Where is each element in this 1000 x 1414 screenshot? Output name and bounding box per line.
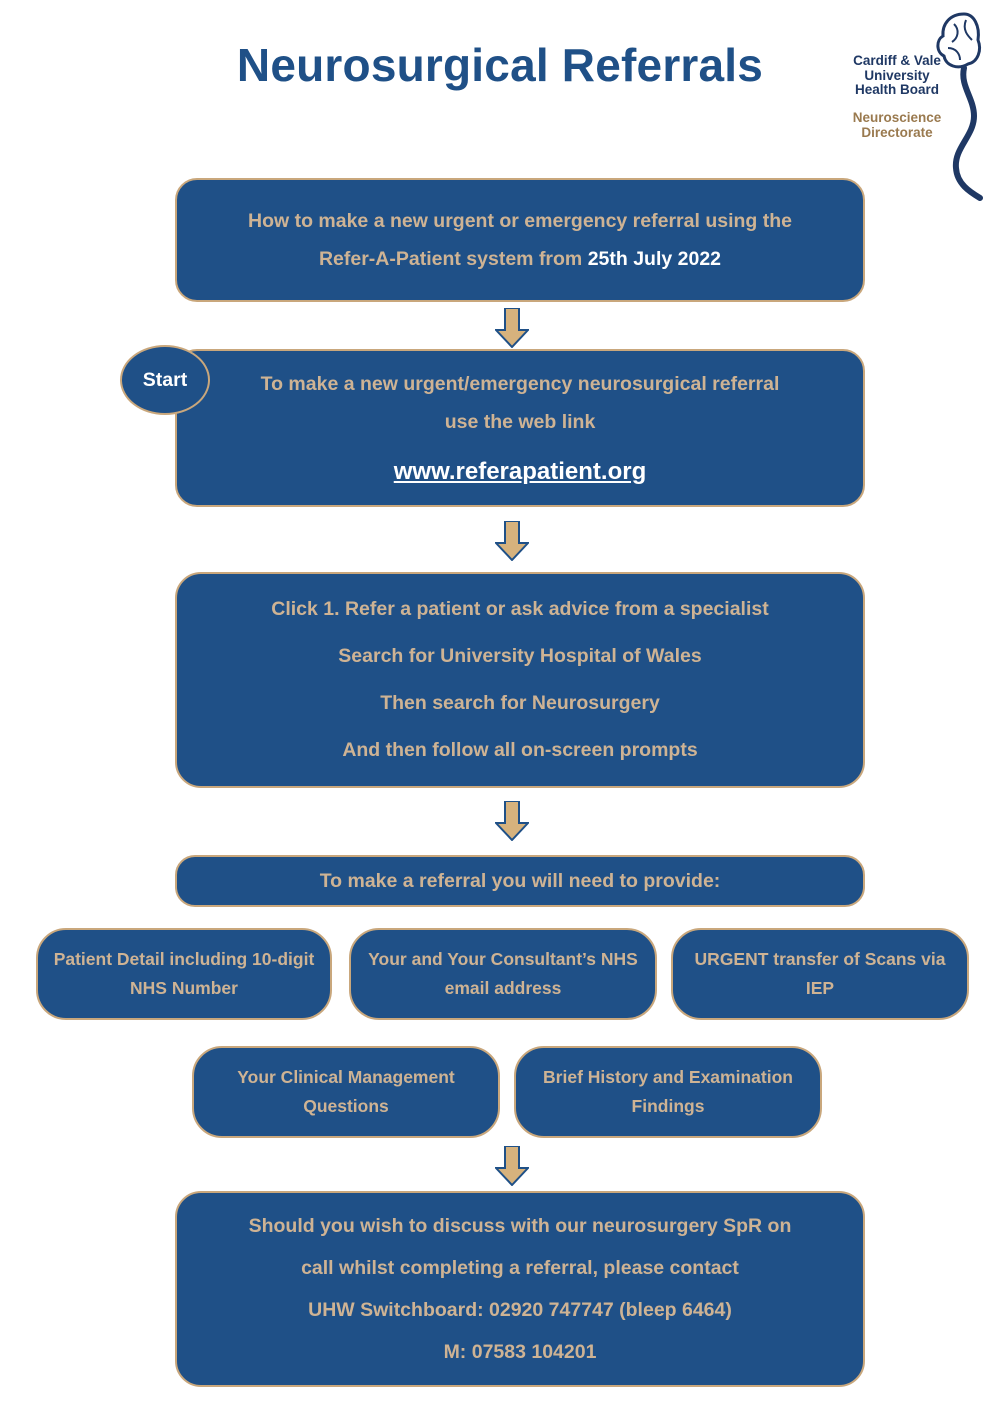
contact-line-1: Should you wish to discuss with our neurosurgery SpR on (248, 1215, 792, 1237)
contact-line-2: call whilst completing a referral, please contact (301, 1257, 739, 1279)
intro-line-2 (195, 240, 845, 278)
requirements-heading: To make a referral you will need to provide: (319, 869, 721, 892)
steps-line-1: Click 1. Refer a patient or ask advice from a specialist (271, 598, 769, 620)
health-board-logo (838, 6, 994, 206)
page-title: Neurosurgical Referrals (236, 39, 764, 91)
intro-effective-date: 25th July 2022 (587, 248, 722, 270)
logo-directorate (844, 111, 950, 140)
logo-sub-line-2: Directorate (861, 124, 933, 140)
requirement-item: URGENT transfer of Scans via IEP (671, 928, 969, 1020)
requirement-item: Your and Your Consultant’s NHS email address (349, 928, 657, 1020)
flow-arrow-4 (495, 1146, 529, 1186)
contact-box (175, 1191, 865, 1387)
logo-line-2: University (864, 67, 930, 83)
logo-sub-line-1: Neuroscience (852, 110, 942, 125)
requirement-item: Patient Detail including 10-digit NHS Number (36, 928, 332, 1020)
steps-line-2: Search for University Hospital of Wales (338, 645, 702, 667)
weblink-line-1: To make a new urgent/emergency neurosurgical referral (260, 373, 780, 395)
contact-mobile: M: 07583 104201 (443, 1341, 597, 1363)
intro-line-2-prefix: Refer-A-Patient system from (318, 248, 588, 270)
steps-line-4: And then follow all on-screen prompts (342, 739, 698, 761)
referapatient-link-text[interactable]: www.referapatient.org (393, 458, 647, 485)
intro-box (175, 178, 865, 302)
brain-spine-icon (930, 6, 994, 206)
weblink-line-2: use the web link (444, 411, 596, 433)
contact-switchboard: UHW Switchboard: 02920 747747 (bleep 6464) (308, 1299, 732, 1321)
logo-line-1: Cardiff & Vale (853, 53, 941, 68)
requirement-item: Your Clinical Management Questions (192, 1046, 500, 1138)
logo-organisation-name (844, 54, 950, 98)
flow-arrow-2 (495, 521, 529, 561)
requirements-heading-box (175, 855, 865, 907)
flow-arrow-3 (495, 801, 529, 841)
start-badge: Start (120, 345, 210, 415)
logo-line-3: Health Board (854, 82, 939, 97)
weblink-box (175, 349, 865, 507)
steps-box (175, 572, 865, 788)
intro-line-1: How to make a new urgent or emergency referral using the (248, 210, 792, 232)
steps-line-3: Then search for Neurosurgery (380, 692, 660, 714)
flow-arrow-1 (495, 308, 529, 348)
requirement-item: Brief History and Examination Findings (514, 1046, 822, 1138)
referapatient-link[interactable] (195, 453, 845, 491)
